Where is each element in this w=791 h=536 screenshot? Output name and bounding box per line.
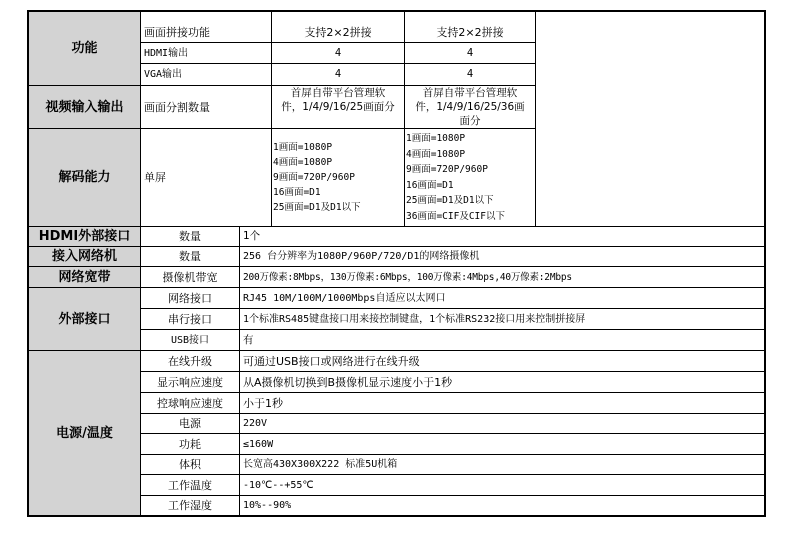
grid-line	[141, 392, 764, 393]
section-hdmi-out: HDMI外部接口	[29, 227, 140, 246]
row-label: 数量	[179, 230, 201, 243]
row-value: 1个标准RS485键盘接口用来接控制键盘，1个标准RS232接口用来控制拼接屏	[243, 313, 586, 325]
function-value: 4	[466, 68, 474, 80]
section-function: 功能	[29, 12, 140, 85]
row-label: 数量	[179, 250, 201, 263]
grid-line	[29, 266, 764, 267]
row-label: 串行接口	[168, 312, 212, 326]
decoding-value: 1画面=1080P 4画面=1080P 9画面=720P/960P 16画面=D1 25画面=D1及D1以下 36画面=CIF及CIF以下	[406, 133, 505, 222]
grid-line	[141, 329, 764, 330]
grid-line	[141, 371, 764, 372]
grid-line	[141, 495, 764, 496]
row-label: 功耗	[179, 437, 201, 451]
grid-line	[141, 42, 536, 43]
grid-line	[29, 350, 764, 351]
row-label: 摄像机带宽	[162, 270, 218, 284]
grid-line	[141, 433, 764, 434]
function-label: 画面拼接功能	[144, 26, 210, 39]
grid-line	[271, 12, 272, 226]
row-value: 有	[243, 333, 254, 346]
section-video-io: 视频输入输出	[29, 86, 140, 128]
row-label: 网络接口	[168, 291, 212, 305]
row-label: 工作温度	[168, 478, 212, 492]
row-value: 小于1秒	[243, 396, 283, 410]
grid-line	[29, 287, 764, 288]
grid-line	[535, 12, 536, 226]
function-label: VGA输出	[144, 69, 183, 80]
row-value: ≤160W	[243, 438, 274, 450]
row-label: 在线升级	[168, 354, 212, 368]
function-value: 支持2×2拼接	[304, 26, 372, 39]
function-value: 4	[334, 68, 342, 80]
grid-line	[141, 308, 764, 309]
decoding-label: 单屏	[144, 171, 166, 184]
function-value: 4	[466, 47, 474, 59]
video-split-value: 首屏自带平台管理软 件，1/4/9/16/25画面分	[281, 87, 395, 113]
decoding-value: 1画面=1080P 4画面=1080P 9画面=720P/960P 16画面=D1 25画面=D1及D1以下	[273, 142, 361, 213]
row-label: USB接口	[170, 334, 210, 346]
row-value: 200万像素:8Mbps，130万像素:6Mbps，100万像素:4Mbps,40万像素:2Mbps	[243, 271, 572, 283]
row-label: 显示响应速度	[157, 375, 223, 389]
section-bandwidth: 网络宽带	[29, 267, 140, 287]
row-value: RJ45 10M/100M/1000Mbps自适应以太网口	[243, 292, 446, 304]
grid-line	[141, 474, 764, 475]
row-label: 体积	[179, 458, 201, 471]
section-external-io: 外部接口	[29, 288, 140, 350]
grid-line	[141, 63, 536, 64]
video-split-value: 首屏自带平台管理软 件，1/4/9/16/25/36画 面分	[415, 87, 525, 127]
row-value: 1个	[243, 230, 261, 242]
row-value: 可通过USB接口或网络进行在线升级	[243, 354, 420, 368]
section-network-cam: 接入网络机	[29, 247, 140, 266]
grid-line	[29, 226, 764, 227]
row-label: 控球响应速度	[157, 396, 223, 410]
function-label: HDMI输出	[144, 48, 189, 59]
row-label: 电源	[179, 417, 201, 430]
grid-line	[29, 246, 764, 247]
grid-line	[29, 85, 536, 86]
row-value: 256 台分辨率为1080P/960P/720/D1的网络摄像机	[243, 251, 480, 262]
grid-line	[140, 12, 141, 515]
row-label: 工作湿度	[168, 499, 212, 512]
function-value: 支持2×2拼接	[436, 26, 504, 39]
row-value: -10℃--+55℃	[243, 479, 314, 491]
grid-line	[404, 12, 405, 226]
video-split-label: 画面分割数量	[144, 100, 210, 114]
row-value: 220V	[243, 418, 268, 429]
grid-line	[141, 454, 764, 455]
section-power-temp: 电源/温度	[29, 351, 140, 515]
row-value: 长宽高430X300X222 标准5U机箱	[243, 459, 398, 470]
row-value: 从A摄像机切换到B摄像机显示速度小于1秒	[243, 375, 453, 389]
row-value: 10%--90%	[243, 500, 292, 511]
function-value: 4	[334, 47, 342, 59]
grid-line	[141, 413, 764, 414]
section-decoding: 解码能力	[29, 129, 140, 226]
grid-line	[29, 128, 536, 129]
